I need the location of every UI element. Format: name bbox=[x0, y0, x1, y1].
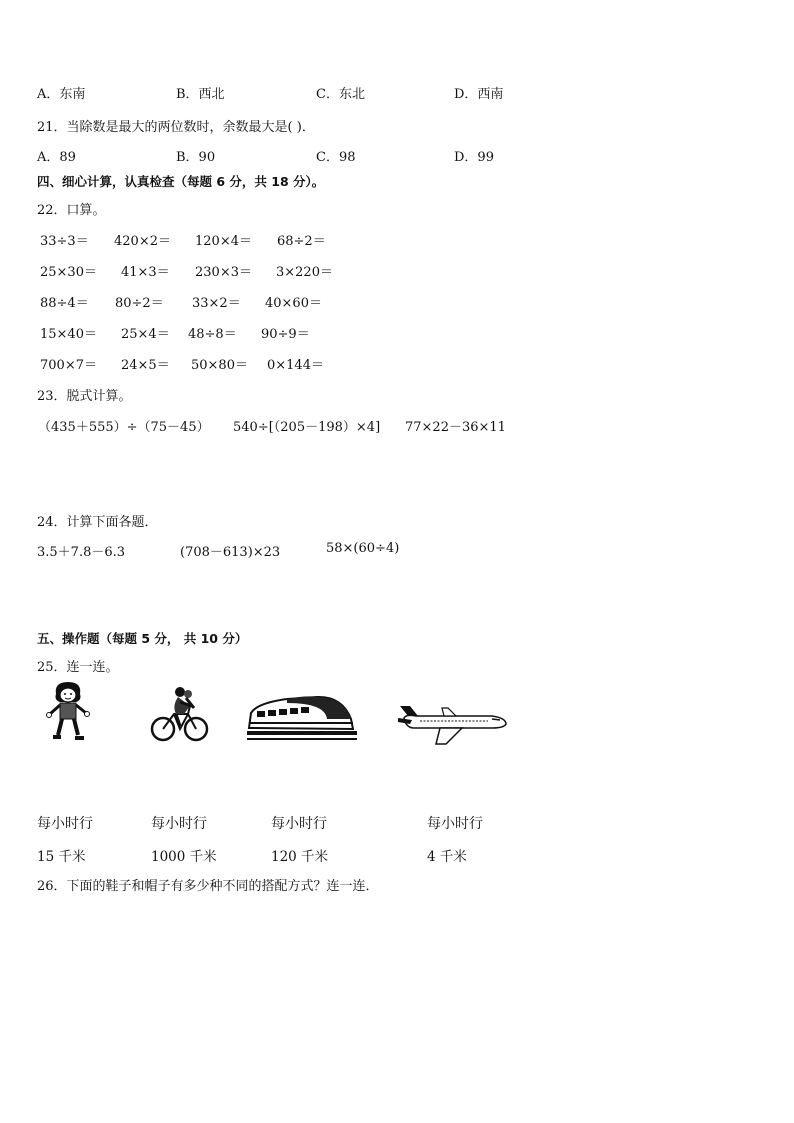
q26-stem: 26．下面的鞋子和帽子有多少种不同的搭配方式？连一连． bbox=[37, 879, 379, 894]
q23-item: （435＋555）÷（75－45） bbox=[38, 420, 210, 435]
q22-cell: 80÷2＝ bbox=[115, 296, 164, 311]
q24-stem: 24．计算下面各题． bbox=[37, 515, 158, 530]
q23-stem: 23．脱式计算。 bbox=[37, 389, 132, 404]
speed-value-2: 1000 千米 bbox=[151, 849, 217, 865]
q21-option-a: A．89 bbox=[37, 150, 76, 165]
airplane-picture bbox=[396, 702, 510, 746]
walking-person-picture bbox=[44, 680, 92, 742]
q21-stem: 21．当除数是最大的两位数时，余数最大是( )． bbox=[37, 120, 315, 135]
q25-stem: 25．连一连。 bbox=[37, 660, 119, 675]
q21-option-d: D．99 bbox=[454, 150, 494, 165]
cyclist-picture bbox=[150, 684, 210, 744]
section4-title: 四、细心计算，认真检查（每题 6 分，共 18 分）。 bbox=[37, 174, 325, 189]
q22-cell: 700×7＝ bbox=[40, 358, 97, 373]
q20-option-c: C．东北 bbox=[316, 87, 365, 102]
speed-prefix-1: 每小时行 bbox=[37, 816, 93, 832]
speed-value-3: 120 千米 bbox=[271, 849, 329, 865]
speed-value-1: 15 千米 bbox=[37, 849, 86, 865]
speed-prefix-2: 每小时行 bbox=[151, 816, 207, 832]
q20-option-b: B．西北 bbox=[176, 87, 225, 102]
q22-stem: 22．口算。 bbox=[37, 203, 106, 218]
q23-item: 77×22－36×11 bbox=[405, 420, 506, 435]
q22-cell: 25×4＝ bbox=[121, 327, 170, 342]
q22-cell: 230×3＝ bbox=[195, 265, 252, 280]
q22-cell: 50×80＝ bbox=[191, 358, 248, 373]
q21-option-c: C．98 bbox=[316, 150, 356, 165]
q22-cell: 33÷3＝ bbox=[40, 234, 89, 249]
q22-cell: 88÷4＝ bbox=[40, 296, 89, 311]
q24-item: 3.5＋7.8－6.3 bbox=[37, 545, 126, 560]
q23-item: 540÷[（205－198）×4] bbox=[233, 420, 381, 435]
q22-cell: 24×5＝ bbox=[121, 358, 170, 373]
q22-cell: 48÷8＝ bbox=[188, 327, 237, 342]
q22-cell: 25×30＝ bbox=[40, 265, 97, 280]
speed-prefix-4: 每小时行 bbox=[427, 816, 483, 832]
q20-option-d: D．西南 bbox=[454, 87, 504, 102]
q22-cell: 68÷2＝ bbox=[277, 234, 326, 249]
speed-value-4: 4 千米 bbox=[427, 849, 467, 865]
q22-cell: 33×2＝ bbox=[192, 296, 241, 311]
q20-option-a: A．东南 bbox=[37, 87, 86, 102]
q22-cell: 120×4＝ bbox=[195, 234, 252, 249]
q24-item: 58×(60÷4) bbox=[326, 541, 400, 556]
q24-item: (708－613)×23 bbox=[180, 545, 281, 560]
q22-cell: 41×3＝ bbox=[121, 265, 170, 280]
q21-option-b: B．90 bbox=[176, 150, 216, 165]
q22-cell: 3×220＝ bbox=[276, 265, 333, 280]
high-speed-train-picture bbox=[247, 693, 357, 743]
q22-cell: 40×60＝ bbox=[265, 296, 322, 311]
speed-prefix-3: 每小时行 bbox=[271, 816, 327, 832]
q22-cell: 15×40＝ bbox=[40, 327, 97, 342]
q22-cell: 0×144＝ bbox=[267, 358, 324, 373]
section5-title: 五、操作题（每题 5 分， 共 10 分） bbox=[37, 631, 248, 646]
q22-cell: 90÷9＝ bbox=[261, 327, 310, 342]
q22-cell: 420×2＝ bbox=[114, 234, 171, 249]
